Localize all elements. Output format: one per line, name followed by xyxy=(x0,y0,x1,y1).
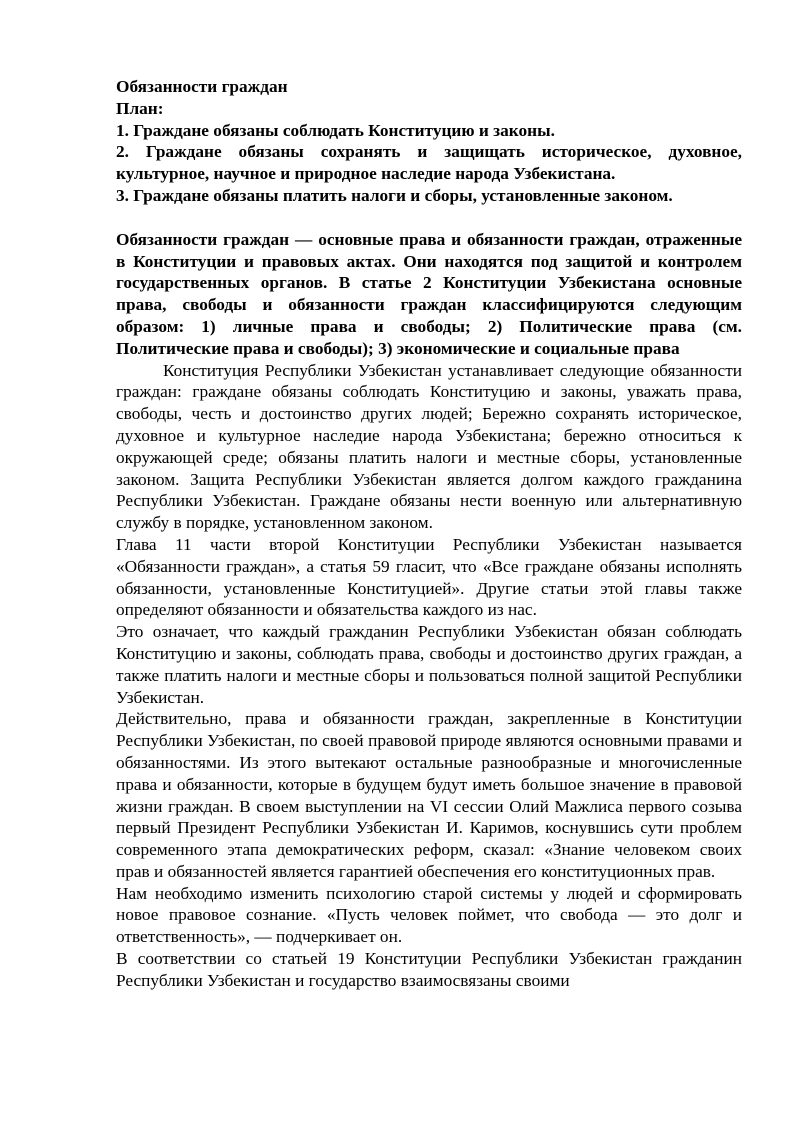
paragraph-4: Действительно, права и обязанности граждан, закрепленные в Конституции Республики Узбекистан, по своей правовой природе являются основными правами и обязанностями. Из этого вытекают остальные разнообразные и многочисленные права и обязанности, которые в будущем будут иметь большое значение в правовой жизни граждан. В своем выступлении на VI сессии Олий Мажлиса первого созыва первый Президент Республики Узбекистан И. Каримов, коснувшись сути проблем современного этапа демократических реформ, сказал: «Знание человеком своих прав и обязанностей является гарантией обеспечения его конституционных прав. xyxy=(116,709,742,881)
plan-item-1: 1. Граждане обязаны соблюдать Конституцию и законы. xyxy=(116,120,555,140)
document-title: Обязанности граждан xyxy=(116,77,288,96)
plan-item-3: 3. Граждане обязаны платить налоги и сборы, установленные законом. xyxy=(116,185,673,205)
paragraph-1: Конституция Республики Узбекистан устанавливает следующие обязанности граждан: граждане обязаны соблюдать Конституцию и законы, уважать права, свободы, честь и достоинство других людей; Бережно сохранять историческое, духовное и культурное наследие народа Узбекистана; бережно относиться к окружающей среде; обязаны платить налоги и местные сборы, установленные законом. Защита Республики Узбекистан является долгом каждого гражданина Республики Узбекистан. Граждане обязаны нести военную или альтернативную службу в порядке, установленном законом. xyxy=(116,360,742,533)
spacer xyxy=(116,207,742,229)
document-page xyxy=(116,76,742,992)
plan-item-2: 2. Граждане обязаны сохранять и защищать историческое, духовное, культурное, научное и природное наследие народа Узбекистана. xyxy=(116,142,742,184)
paragraph-5: Нам необходимо изменить психологию старой системы у людей и сформировать новое правовое сознание. «Пусть человек поймет, что свобода — это долг и ответственность», — подчеркивает он. xyxy=(116,883,742,947)
paragraph-2: Глава 11 части второй Конституции Республики Узбекистан называется «Обязанности граждан», а статья 59 гласит, что «Все граждане обязаны исполнять обязанности, установленные Конституцией». Другие статьи этой главы также определяют обязанности и обязательства каждого из нас. xyxy=(116,534,742,620)
paragraph-3: Это означает, что каждый гражданин Республики Узбекистан обязан соблюдать Конституцию и законы, соблюдать права, свободы и достоинство других граждан, а также платить налоги и местные сборы и пользоваться полной защитой Республики Узбекистан. xyxy=(116,622,742,707)
intro-paragraph: Обязанности граждан — основные права и обязанности граждан, отраженные в Конституции и правовых актах. Они находятся под защитой и контролем государственных органов. В статье 2 Конституции Узбекистана основные права, свободы и обязанности граждан классифицируются следующим образом: 1) личные права и свободы; 2) Политические права (см. Политические права и свободы); 3) экономические и социальные права xyxy=(116,229,742,358)
paragraph-6: В соответствии со статьей 19 Конституции Республики Узбекистан гражданин Республики Узбекистан и государство взаимосвязаны своими xyxy=(116,949,742,990)
plan-label: План: xyxy=(116,98,164,118)
